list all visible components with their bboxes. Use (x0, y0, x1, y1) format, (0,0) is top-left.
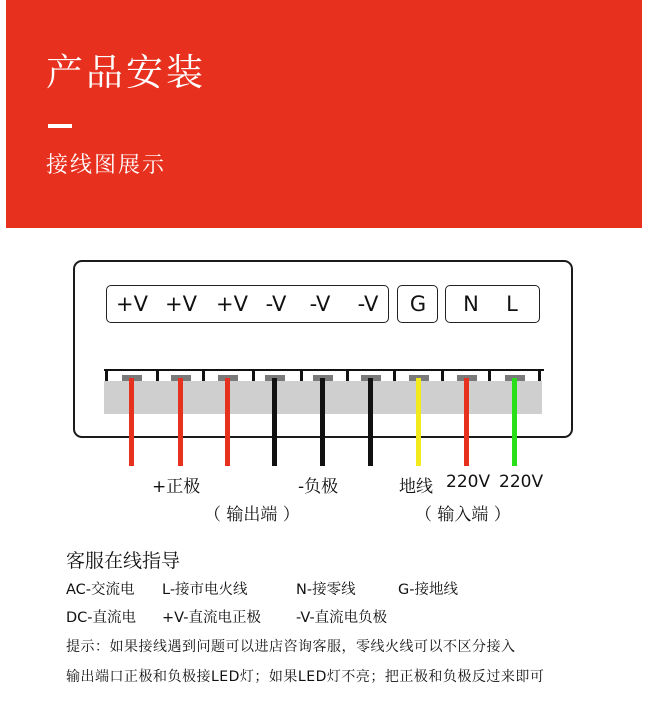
wire (416, 378, 421, 466)
tip-line-2: 输出端口正极和负极接LED灯；如果LED灯不亮；把正极和负极反过来即可 (66, 669, 545, 685)
terminal-label: -V (357, 292, 379, 316)
terminal-label: +V (216, 292, 248, 316)
terminal-divider (300, 371, 303, 381)
l-voltage-caption: 220V (499, 472, 544, 492)
output-caption: （ 输出端 ） (204, 505, 300, 525)
wire (129, 378, 134, 466)
guide-heading: 客服在线指导 (66, 550, 181, 572)
definition-n: N-接零线 (296, 582, 356, 598)
wire (178, 378, 183, 466)
terminal-divider (105, 371, 108, 381)
terminal-label: +V (165, 292, 197, 316)
terminal-label: -V (309, 292, 331, 316)
definition-ac: AC-交流电 (66, 582, 135, 598)
terminal-divider (252, 371, 255, 381)
terminal-divider (346, 371, 349, 381)
terminal-divider (441, 371, 444, 381)
negative-caption: -负极 (298, 477, 339, 497)
wire (320, 378, 325, 466)
terminal-divider (393, 371, 396, 381)
definition-dc: DC-直流电 (66, 610, 137, 626)
terminal-divider (538, 371, 541, 381)
n-voltage-caption: 220V (446, 472, 491, 492)
terminal-divider (488, 371, 491, 381)
terminal-label: -V (265, 292, 287, 316)
terminal-label: N (463, 292, 479, 316)
ground-caption: 地线 (399, 477, 433, 497)
input-caption: （ 输入端 ） (415, 505, 511, 525)
title-divider (48, 124, 72, 128)
terminal-divider (202, 371, 205, 381)
definition-negative: -V-直流电负极 (296, 610, 388, 626)
terminal-divider (156, 371, 159, 381)
terminal-label: L (506, 292, 518, 316)
definition-g: G-接地线 (398, 582, 458, 598)
terminal-label: +V (116, 292, 148, 316)
tip-line-1: 提示：如果接线遇到问题可以进店咨询客服，零线火线可以不区分接入 (66, 639, 516, 655)
wire (512, 378, 517, 466)
positive-caption: +正极 (152, 477, 201, 497)
definition-l: L-接市电火线 (162, 582, 248, 598)
terminal-top-edge (104, 369, 544, 371)
page-title: 产品安装 (46, 51, 206, 94)
wire (272, 378, 277, 466)
wire (225, 378, 230, 466)
header-banner (6, 0, 642, 228)
wire (464, 378, 469, 466)
terminal-label: G (409, 292, 427, 316)
definition-positive: +V-直流电正极 (162, 610, 261, 626)
wire (368, 378, 373, 466)
page-subtitle: 接线图展示 (46, 153, 167, 178)
